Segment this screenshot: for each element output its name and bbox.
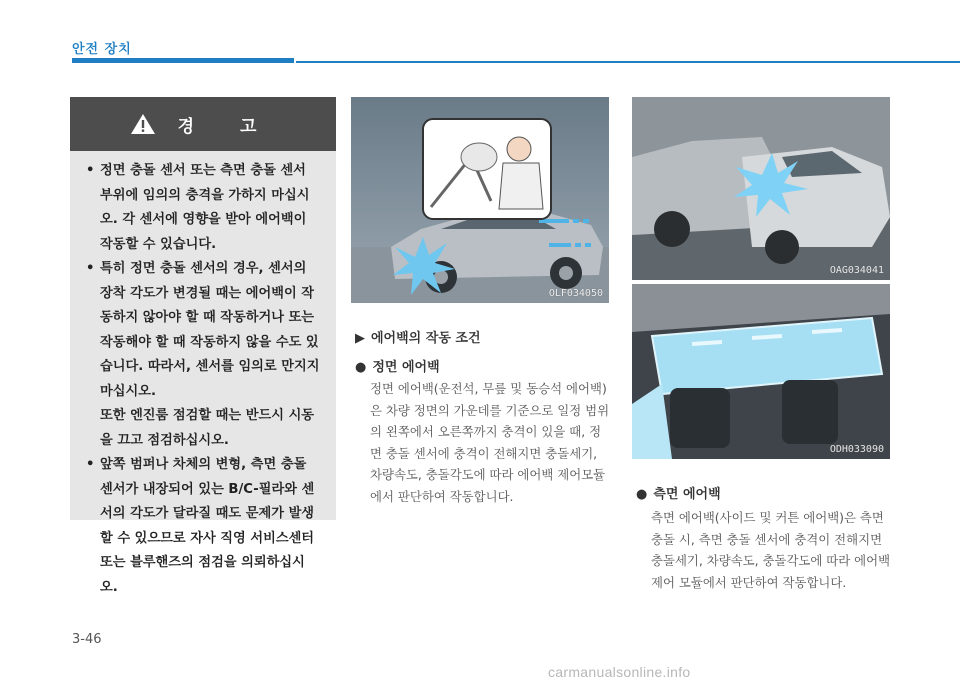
front-airbag-text: 정면 에어백(운전석, 무릎 및 동승석 에어백)은 차량 정면의 가운데를 기준으로 일정 범위의 왼쪽에서 오른쪽까지 충격이 있을 때, 정면 충돌 센서에 충격이 전해지면 충돌세기, 차량속도, 충돌각도에 따라 에어백 제어모듈에서 판단하여 작동합니다. xyxy=(370,381,610,504)
warning-item-text: • 앞쪽 범퍼나 차체의 변형, 측면 충돌 센서가 내장되어 있는 B/C-필라와 센서의 각도가 달라질 때도 문제가 발생할 수 있으므로 자사 직영 서비스센터 또는 블루핸즈의 점검을 의뢰하십시오. xyxy=(100,457,315,595)
warning-triangle-icon xyxy=(130,113,156,135)
front-airbag-heading-text: 정면 에어백 xyxy=(372,360,440,375)
warning-item xyxy=(86,453,322,600)
side-airbag-heading-text: 측면 에어백 xyxy=(653,487,721,502)
warning-box xyxy=(70,97,336,595)
triangle-right-icon: ▶ xyxy=(355,331,365,346)
warning-list xyxy=(70,151,336,600)
figure-code: ODH033090 xyxy=(829,444,884,455)
curtain-airbag-figure xyxy=(632,284,890,459)
warning-header xyxy=(70,97,336,151)
figure-code: OLF034050 xyxy=(548,288,603,299)
side-crash-figure xyxy=(632,97,890,280)
warning-item-text: • 정면 충돌 센서 또는 측면 충돌 센서 부위에 임의의 충격을 가하지 마십시오. 각 센서에 영향을 받아 에어백이 작동할 수 있습니다. xyxy=(100,163,310,252)
section-header: 안전 장치 xyxy=(72,42,132,57)
front-airbag-heading xyxy=(355,356,440,375)
section-title-text: 에어백의 작동 조건 xyxy=(371,331,481,346)
side-airbag-heading xyxy=(636,483,721,502)
figure-code: OAG034041 xyxy=(829,265,884,276)
warning-item xyxy=(86,159,322,257)
section-title xyxy=(355,327,481,346)
watermark: carmanualsonline.info xyxy=(548,664,691,680)
bullet-dot-icon: ● xyxy=(636,487,648,502)
warning-item-text: 또한 엔진룸 점검할 때는 반드시 시동을 끄고 점검하십시오. xyxy=(100,408,315,448)
page-number: 3-46 xyxy=(72,632,102,647)
warning-title: 경 고 xyxy=(177,116,277,137)
front-airbag-figure xyxy=(351,97,609,303)
bullet-dot-icon: ● xyxy=(355,360,367,375)
header-rule xyxy=(296,61,960,63)
warning-item-text: • 특히 정면 충돌 센서의 경우, 센서의 장착 각도가 변경될 때는 에어백이 작동하지 않아야 할 때 작동하거나 또는 작동해야 할 때 작동하지 않을 수도 있습니다. 따라서, 센서를 임의로 만지지 마십시오. xyxy=(100,261,320,399)
header-bar-accent xyxy=(72,58,294,63)
warning-item xyxy=(86,257,322,453)
side-airbag-text: 측면 에어백(사이드 및 커튼 에어백)은 측면 충돌 시, 측면 충돌 센서에 충격이 전해지면 충돌세기, 차량속도, 충돌각도에 따라 에어백 제어 모듈에서 판단하여 작동합니다. xyxy=(651,510,891,590)
